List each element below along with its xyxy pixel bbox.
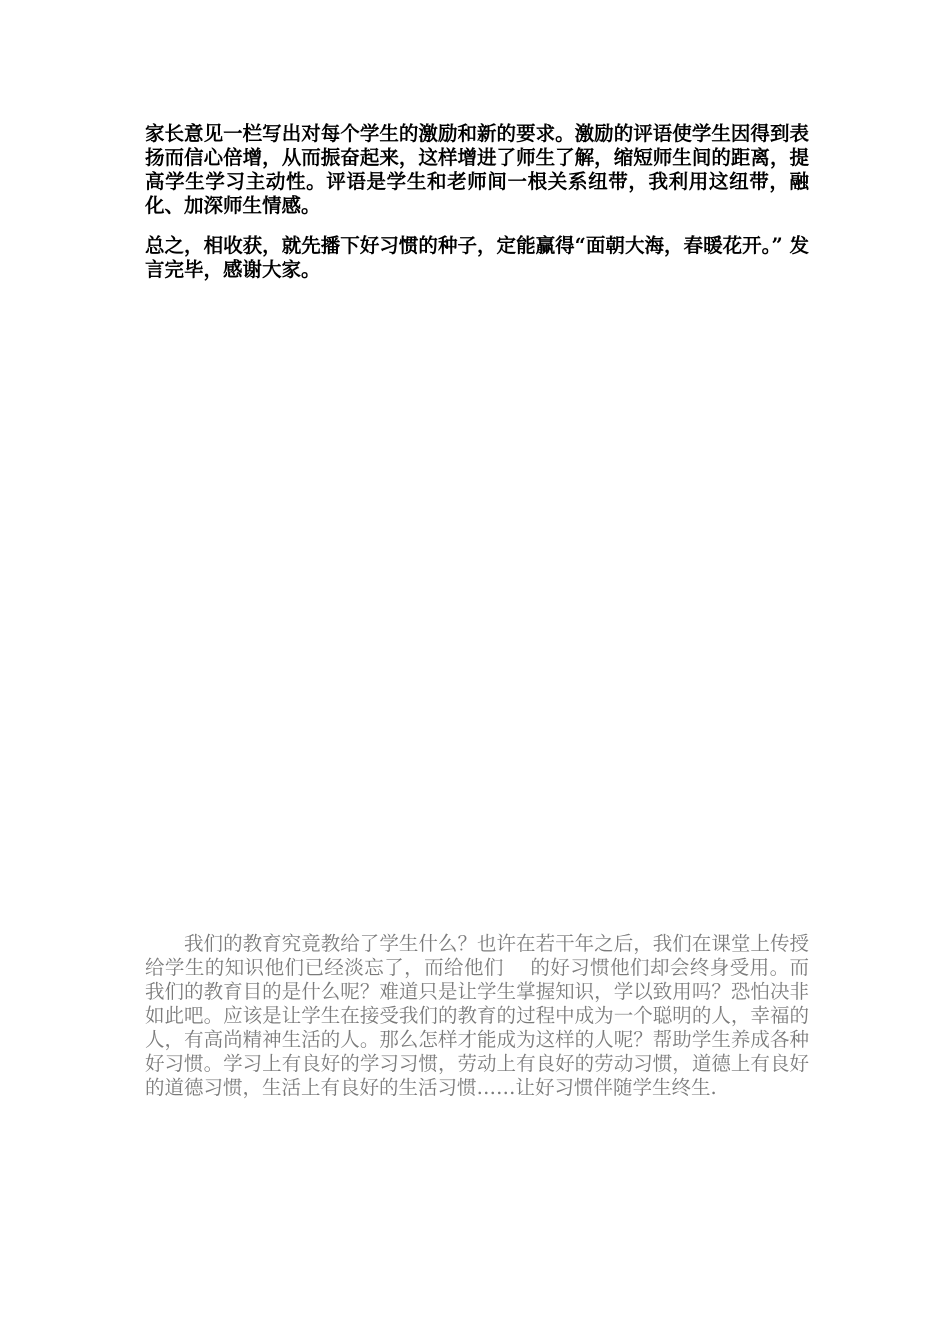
bottom-text-block — [145, 932, 809, 1100]
paragraph-conclusion: 总之，相收获，就先播下好习惯的种子，定能赢得“面朝大海，春暖花开。” 发言完毕，感谢大家。 — [145, 234, 809, 281]
top-text-block — [145, 122, 809, 282]
paragraph-education-habits: 我们的教育究竟教给了学生什么？也许在若干年之后，我们在课堂上传授给学生的知识他们已经淡忘了，而给他们 的好习惯他们却会终身受用。而我们的教育目的是什么呢？难道只是让学生掌握知识，学以致用吗？恐怕决非如此吧。应该是让学生在接受我们的教育的过程中成为一个聪明的人，幸福的人，有高尚精神生活的人。那么怎样才能成为这样的人呢？帮助学生养成各种好习惯。学习上有良好的学习习惯，劳动上有良好的劳动习惯，道德上有良好的道德习惯，生活上有良好的生活习惯……让好习惯伴随学生终生. — [145, 932, 809, 1099]
paragraph-evaluation-comments: 家长意见一栏写出对每个学生的激励和新的要求。激励的评语使学生因得到表扬而信心倍增，从而振奋起来，这样增进了师生了解，缩短师生间的距离，提高学生学习主动性。评语是学生和老师间一根关系纽带，我利用这纽带，融化、加深师生情感。 — [145, 122, 809, 217]
